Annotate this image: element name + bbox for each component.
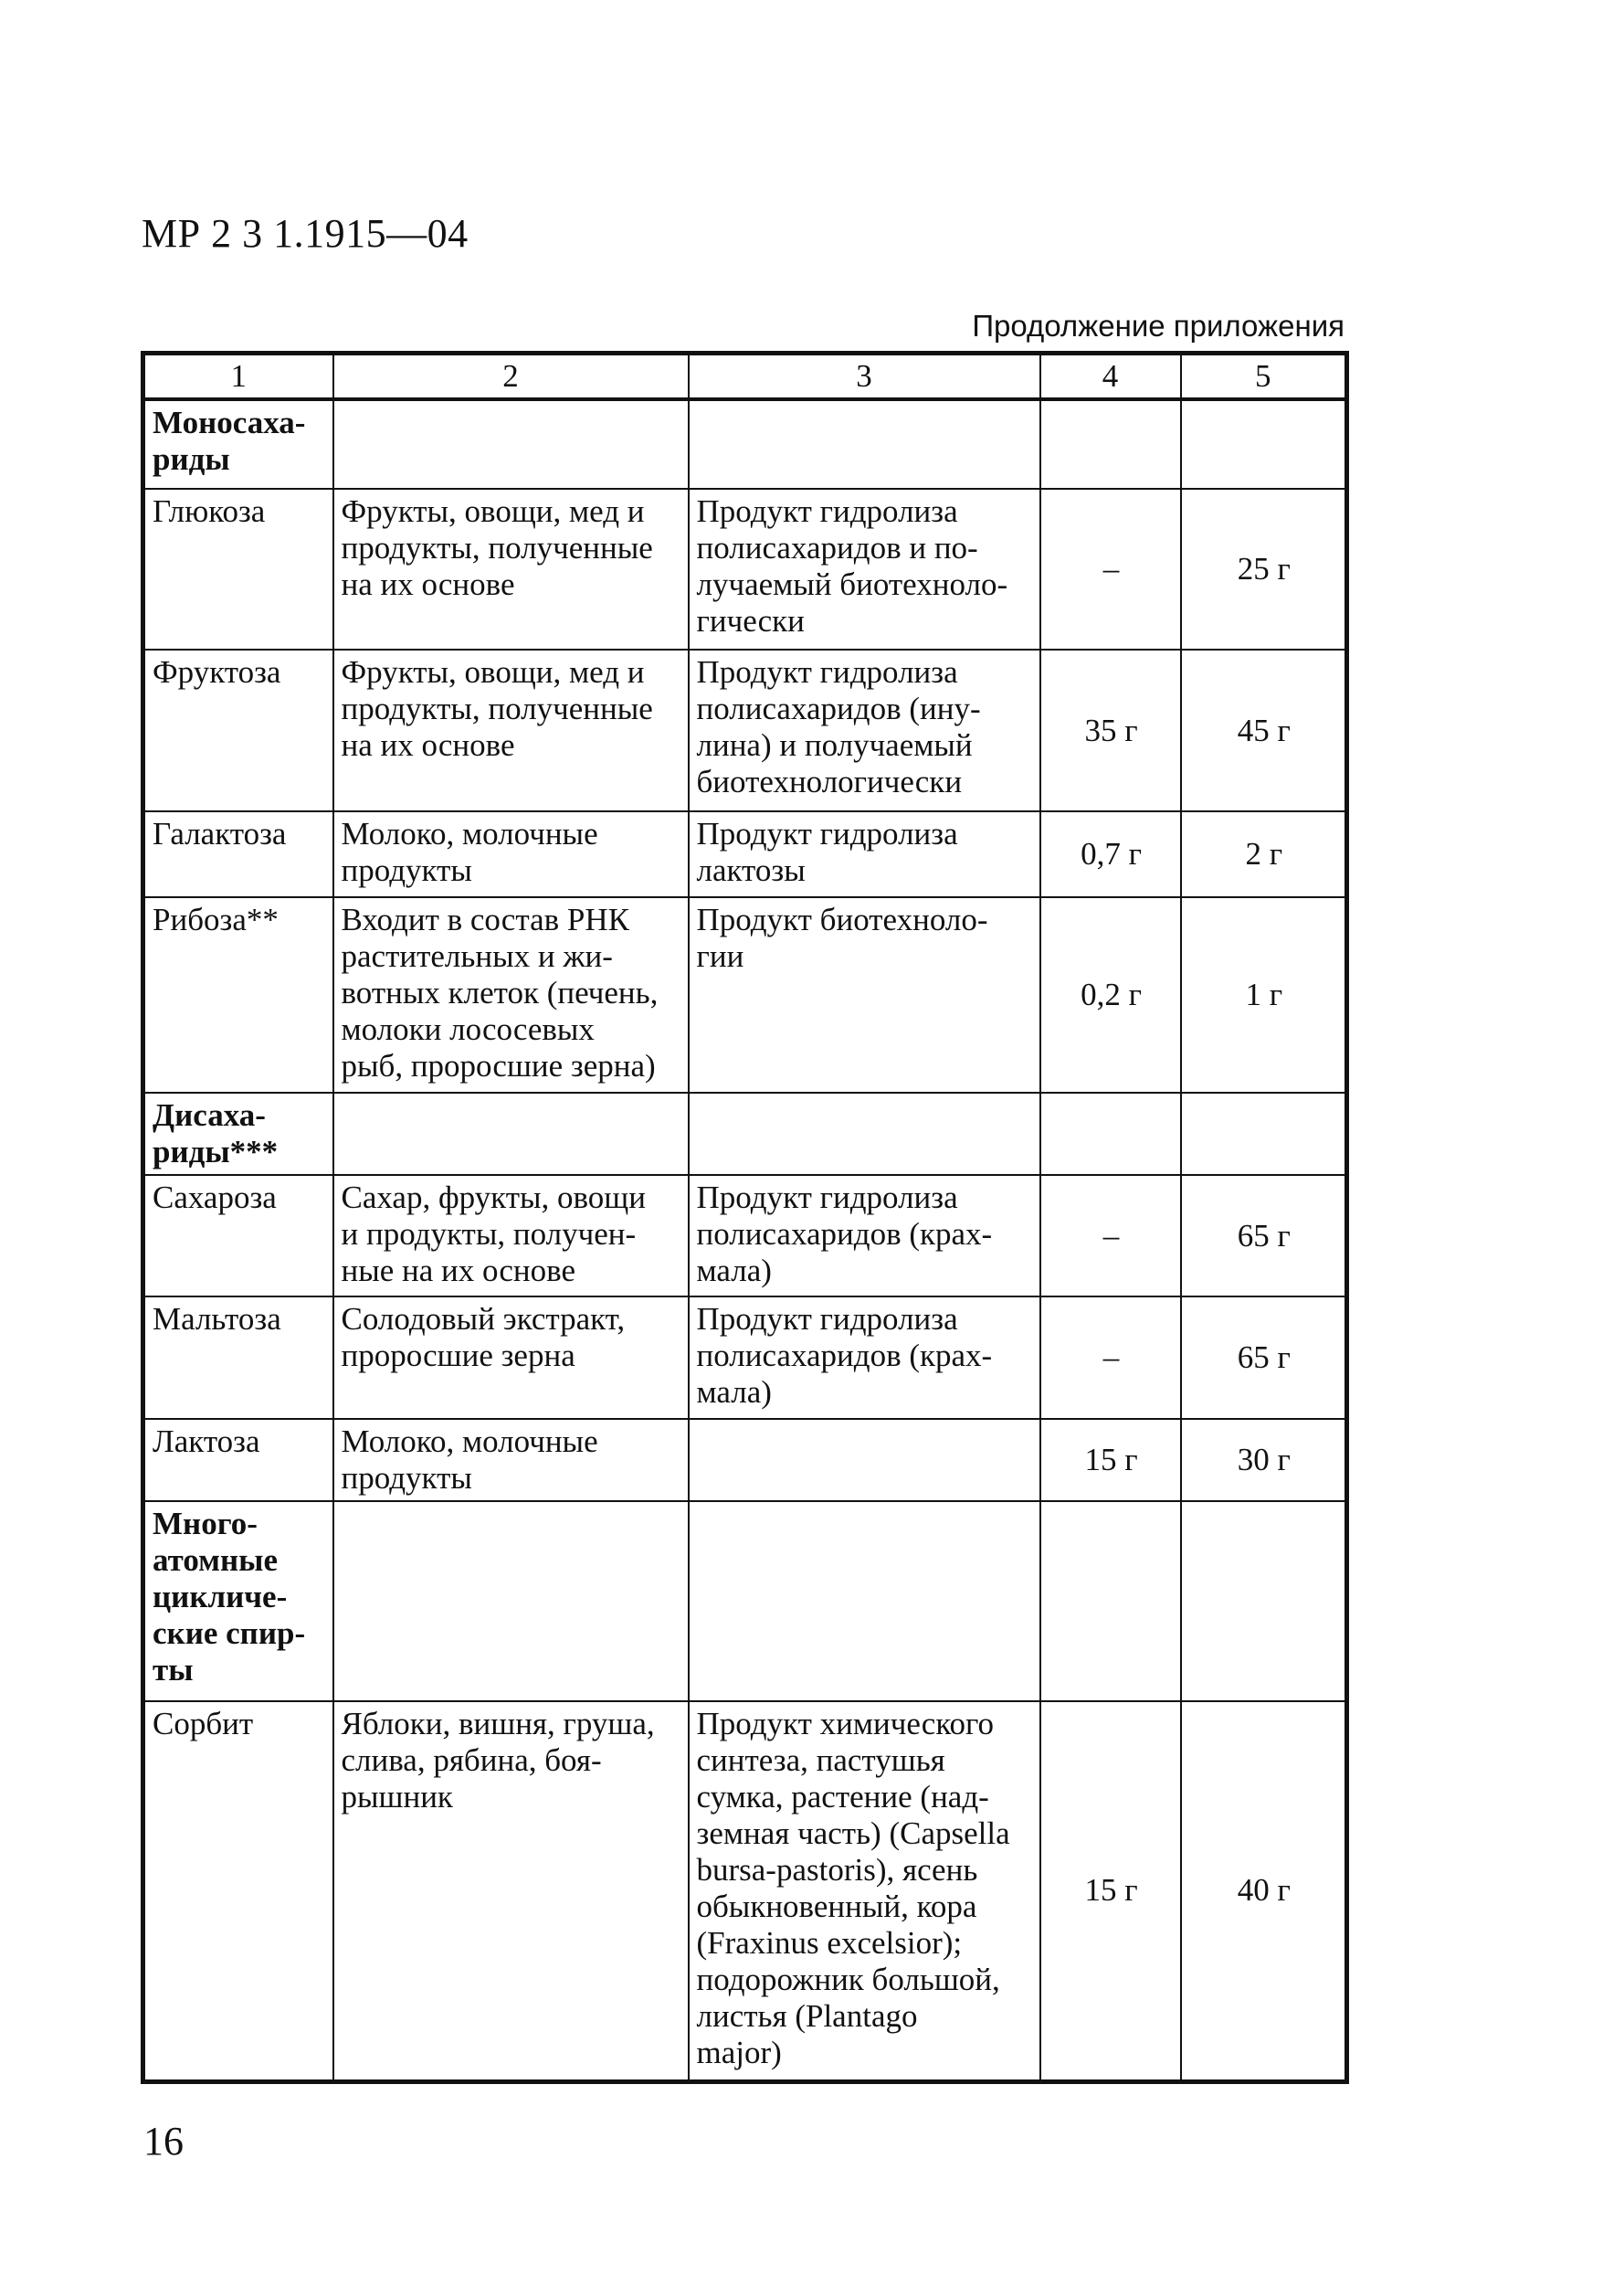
adequate-intake-cell: – [1040, 1175, 1181, 1296]
upper-intake-cell: 65 г [1181, 1296, 1347, 1419]
production-method-cell: Продукт гидролиза полисахаридов (крах- мала) [689, 1296, 1040, 1419]
production-method-cell: Продукт химического синтеза, пастушья сумка, растение (над- земная часть) (Capsella bursa-pastoris), ясень обыкновенный, кора (Fraxinus excelsior); подорожник большой, листья (Plantago major) [689, 1701, 1040, 2081]
table-row [143, 650, 1347, 811]
adequate-intake-cell: 15 г [1040, 1419, 1181, 1501]
substance-name-cell: Галактоза [143, 811, 333, 897]
production-method-cell: Продукт гидролиза лактозы [689, 811, 1040, 897]
upper-intake-cell: 45 г [1181, 650, 1347, 811]
production-method-cell [689, 399, 1040, 489]
food-source-cell [333, 1501, 689, 1701]
adequate-intake-cell: 0,7 г [1040, 811, 1181, 897]
food-source-cell [333, 399, 689, 489]
nutrient-table [141, 351, 1349, 2084]
substance-name-cell: Сахароза [143, 1175, 333, 1296]
column-header: 1 [143, 354, 333, 400]
upper-intake-cell: 2 г [1181, 811, 1347, 897]
upper-intake-cell: 40 г [1181, 1701, 1347, 2081]
food-source-cell: Солодовый экстракт, проросшие зерна [333, 1296, 689, 1419]
production-method-cell [689, 1501, 1040, 1701]
adequate-intake-cell: – [1040, 489, 1181, 650]
substance-name-cell: Мальтоза [143, 1296, 333, 1419]
adequate-intake-cell: – [1040, 1296, 1181, 1419]
production-method-cell [689, 1093, 1040, 1175]
adequate-intake-cell: 35 г [1040, 650, 1181, 811]
upper-intake-cell [1181, 399, 1347, 489]
page-number: 16 [143, 2119, 184, 2164]
table-header-row [143, 354, 1347, 400]
upper-intake-cell [1181, 1501, 1347, 1701]
food-source-cell: Сахар, фрукты, овощи и продукты, получен- ные на их основе [333, 1175, 689, 1296]
substance-name-cell: Рибоза** [143, 897, 333, 1093]
group-row [143, 399, 1347, 489]
substance-name-cell: Дисаха- риды*** [143, 1093, 333, 1175]
continuation-label: Продолжение приложения [972, 309, 1345, 343]
table-row [143, 489, 1347, 650]
table-row [143, 897, 1347, 1093]
adequate-intake-cell: 15 г [1040, 1701, 1181, 2081]
production-method-cell: Продукт биотехноло- гии [689, 897, 1040, 1093]
table-row [143, 1419, 1347, 1501]
column-header: 2 [333, 354, 689, 400]
adequate-intake-cell [1040, 1093, 1181, 1175]
substance-name-cell: Много- атомные цикличе- ские спир- ты [143, 1501, 333, 1701]
substance-name-cell: Сорбит [143, 1701, 333, 2081]
substance-name-cell: Фруктоза [143, 650, 333, 811]
food-source-cell [333, 1093, 689, 1175]
table-row [143, 1175, 1347, 1296]
food-source-cell: Яблоки, вишня, груша, слива, рябина, боя- рышник [333, 1701, 689, 2081]
upper-intake-cell: 65 г [1181, 1175, 1347, 1296]
column-header: 5 [1181, 354, 1347, 400]
substance-name-cell: Глюкоза [143, 489, 333, 650]
upper-intake-cell: 30 г [1181, 1419, 1347, 1501]
food-source-cell: Фрукты, овощи, мед и продукты, полученные на их основе [333, 489, 689, 650]
production-method-cell: Продукт гидролиза полисахаридов и по- лучаемый биотехноло- гически [689, 489, 1040, 650]
upper-intake-cell: 25 г [1181, 489, 1347, 650]
group-row [143, 1093, 1347, 1175]
table-row [143, 811, 1347, 897]
food-source-cell: Входит в состав РНК растительных и жи- вотных клеток (печень, молоки лососевых рыб, проросшие зерна) [333, 897, 689, 1093]
production-method-cell: Продукт гидролиза полисахаридов (крах- мала) [689, 1175, 1040, 1296]
upper-intake-cell: 1 г [1181, 897, 1347, 1093]
table-row [143, 1701, 1347, 2081]
substance-name-cell: Моносаха- риды [143, 399, 333, 489]
production-method-cell: Продукт гидролиза полисахаридов (ину- лина) и получаемый биотехнологически [689, 650, 1040, 811]
adequate-intake-cell [1040, 399, 1181, 489]
production-method-cell [689, 1419, 1040, 1501]
food-source-cell: Фрукты, овощи, мед и продукты, полученные на их основе [333, 650, 689, 811]
column-header: 3 [689, 354, 1040, 400]
upper-intake-cell [1181, 1093, 1347, 1175]
food-source-cell: Молоко, молочные продукты [333, 1419, 689, 1501]
table-row [143, 1296, 1347, 1419]
column-header: 4 [1040, 354, 1181, 400]
adequate-intake-cell: 0,2 г [1040, 897, 1181, 1093]
group-row [143, 1501, 1347, 1701]
substance-name-cell: Лактоза [143, 1419, 333, 1501]
adequate-intake-cell [1040, 1501, 1181, 1701]
document-code: МР 2 3 1.1915—04 [142, 211, 469, 256]
food-source-cell: Молоко, молочные продукты [333, 811, 689, 897]
